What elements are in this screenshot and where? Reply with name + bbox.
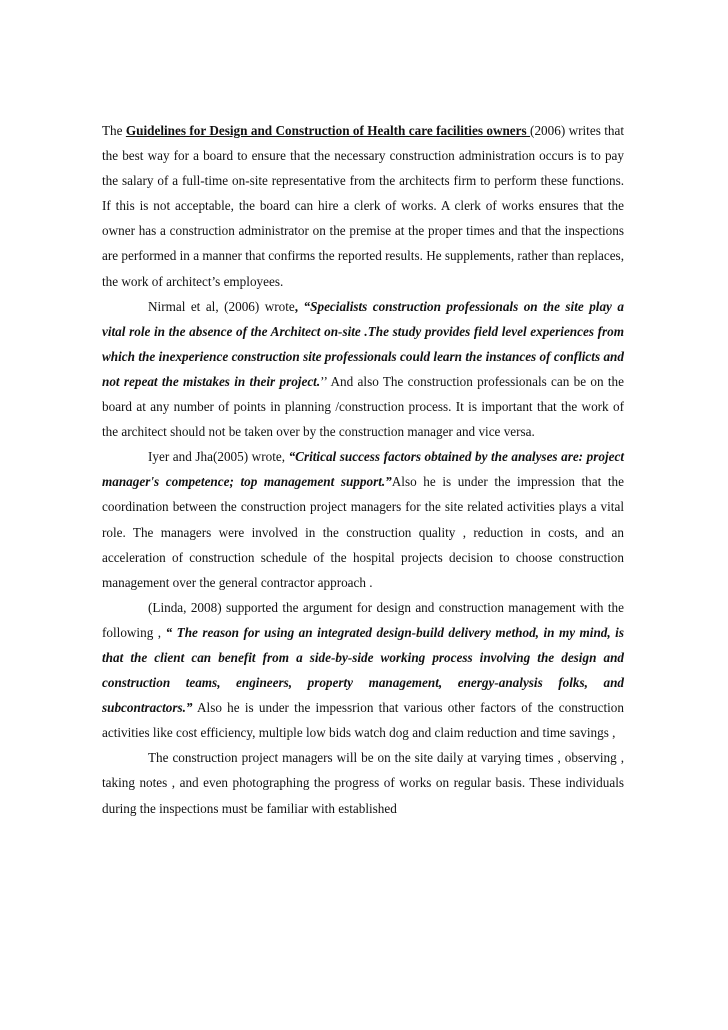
quotation: “Specialists construction professionals on the site play a vital role in the absence of the Architect on-site .The study provides field level experiences from which the inexperience construction site professionals could learn the instances of conflicts and not repeat the mistakes in their project. <box>102 298 624 389</box>
paragraph-text: ’’ And also The construction professionals can be on the board at any number of points in planning /construction process. It is important that the work of the architect should not be taken over by the construction manager and vice versa. <box>102 373 624 440</box>
paragraph-nirmal <box>102 294 624 445</box>
quotation: “Critical success factors obtained by the analyses are: project manager's competence; top management support.” <box>102 449 624 490</box>
paragraph-text: Iyer and Jha(2005) wrote, <box>148 449 289 465</box>
paragraph-guidelines <box>102 118 624 294</box>
cited-document-title: Guidelines for Design and Construction of Health care facilities owners <box>125 123 531 138</box>
paragraph-text: The construction project managers will be on the site daily at varying times , observing , taking notes , and even photographing the progress of works on regular basis. These individuals during the inspections must be familiar with established <box>102 750 624 816</box>
paragraph-iyer-jha <box>102 444 624 595</box>
document-page <box>102 118 624 821</box>
paragraph-text: (Linda, 2008) supported the argument for design and construction management with the following , <box>102 599 624 640</box>
paragraph-text: Also he is under the impessrion that various other factors of the construction activities like cost efficiency, multiple low bids watch dog and claim reduction and time savings , <box>102 700 624 741</box>
paragraph-project-managers <box>102 745 624 820</box>
paragraph-text: Also he is under the impression that the coordination between the construction project managers for the site related activities plays a vital role. The managers were involved in the construction quality , reduction in costs, and an acceleration of construction schedule of the hospital projects decision to choose construction management over the general contractor approach . <box>102 474 624 590</box>
bold-comma: , <box>294 298 299 314</box>
quotation: “ The reason for using an integrated design-build delivery method, in my mind, is that the client can benefit from a side-by-side working process involving the design and construction teams, engineers, property management, energy-analysis folks, and subcontractors.” <box>102 624 624 716</box>
paragraph-linda <box>102 595 624 746</box>
paragraph-text: Nirmal et al, (2006) wrote <box>148 298 295 314</box>
paragraph-text: The <box>102 123 126 138</box>
paragraph-text: (2006) writes that the best way for a board to ensure that the necessary construction administration occurs is to pay the salary of a full-time on-site representative from the architects firm to perform these functions. If this is not acceptable, the board can hire a clerk of works. A clerk of works ensures that the owner has a construction administrator on the premise at the proper times and that the inspections are performed in a manner that confirms the reported results. He supplements, rather than replaces, the work of architect’s employees. <box>102 123 624 289</box>
